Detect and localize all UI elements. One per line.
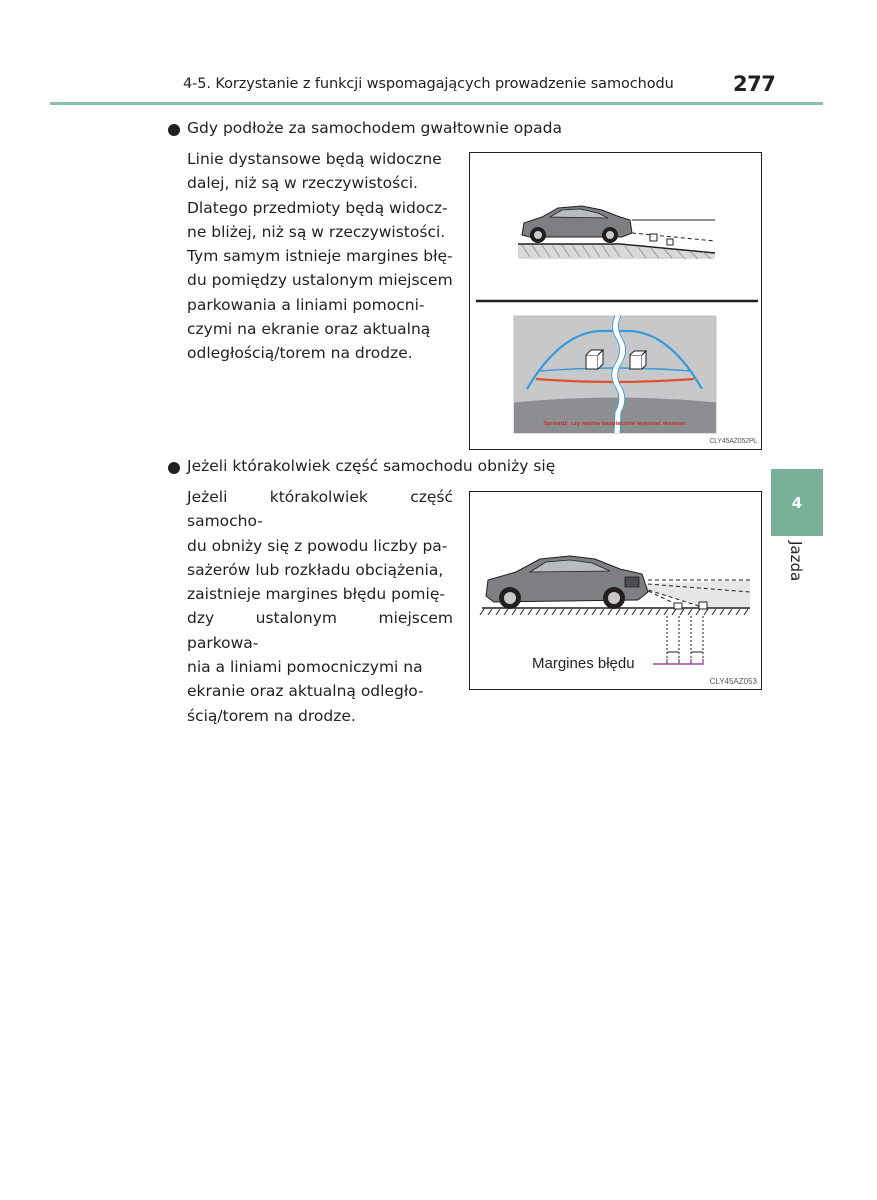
- lowered-car-illustration: [480, 556, 750, 664]
- running-header-title: 4-5. Korzystanie z funkcji wspomagających prowadzenie samochodu: [183, 76, 674, 92]
- error-margin-label: Margines błędu: [532, 655, 635, 672]
- page-number: 277: [733, 72, 776, 96]
- chapter-label: Jazda: [787, 541, 805, 582]
- section-body: Linie dystansowe będą widoczne dalej, niż są w rzeczywistości. Dlatego przedmioty będą widocz- ne bliżej, niż są w rzeczywistości. Tym samym istnieje margines błę- du pomiędzy ustalonym miejscem parkowania a liniami pomocni- czymi na ekranie oraz aktualną odległością/torem na drodze.: [187, 150, 453, 363]
- figure-code: CLY45AZ053: [709, 677, 757, 686]
- figure-code: CLY45AZ052PL: [709, 438, 757, 445]
- bullet-icon: [168, 462, 180, 474]
- header-divider: [50, 102, 823, 105]
- figure-lowered-car: [469, 491, 762, 690]
- bullet-icon: [168, 124, 180, 136]
- car-side-illustration: [518, 206, 715, 259]
- section-body: Jeżeli którakolwiek część samocho- du obniży się z powodu liczby pa- sażerów lub rozkładu obciążenia, zaistnieje margines błędu pomię- dzy ustalonym miejscem parkowa- nia a liniami pomocniczymi na ekranie oraz aktualną odległo- ścią/torem na drodze.: [187, 488, 453, 725]
- screen-caption: Sprawdź, czy można bezpiecznie wykonać manewr.: [543, 421, 687, 427]
- chapter-tab: [771, 469, 823, 536]
- chapter-number: 4: [791, 493, 803, 512]
- section-heading: Gdy podłoże za samochodem gwałtownie opada: [187, 119, 562, 137]
- figure-slope-down: [469, 152, 762, 450]
- camera-screen-illustration: [514, 316, 716, 433]
- section-heading: Jeżeli którakolwiek część samochodu obniży się: [187, 457, 556, 475]
